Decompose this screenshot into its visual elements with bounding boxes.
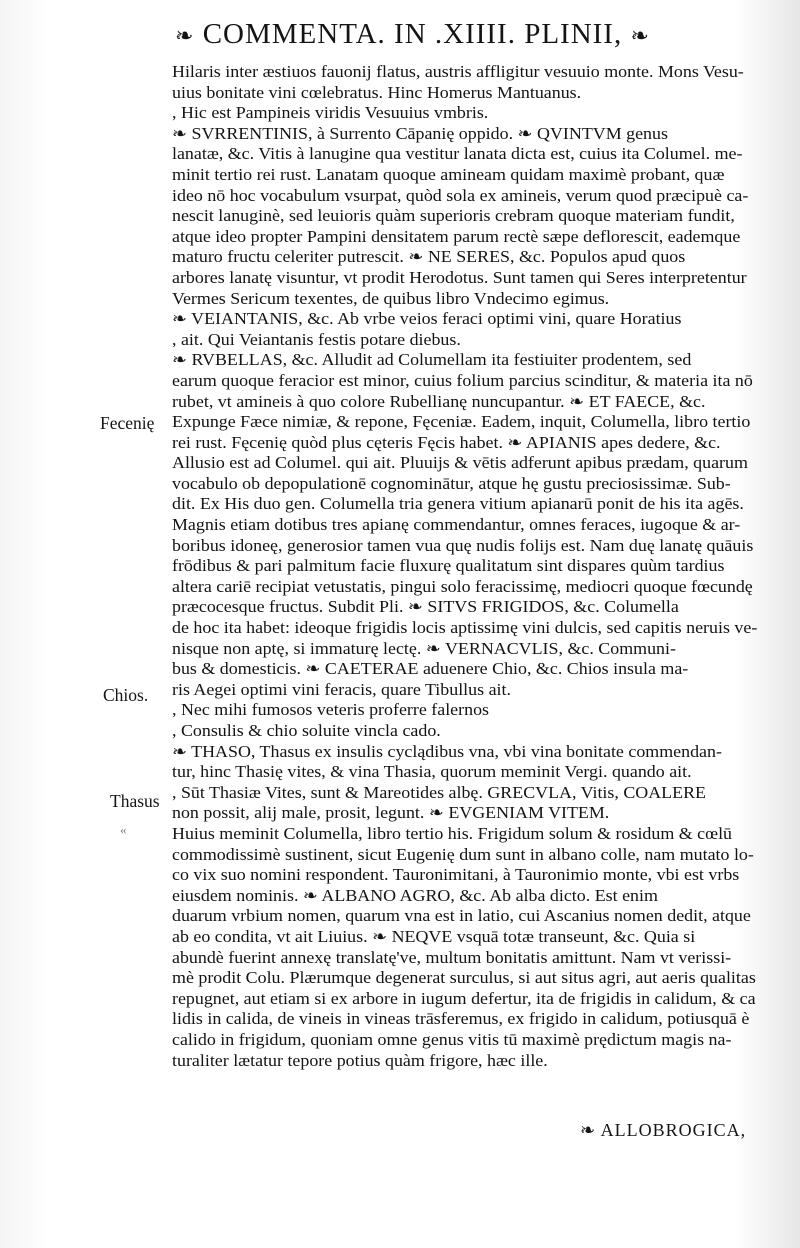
- running-header: [175, 18, 760, 58]
- text-line: , ait. Qui Veiantanis festis potare diebus.: [172, 329, 461, 349]
- text-line: , Hic est Pampineis viridis Vesuuius vmbris.: [172, 103, 489, 123]
- text-line: co vix suo nomini respondent. Tauronimitani, à Tauronimio monte, vbi est vrbs: [172, 865, 740, 885]
- text-line: turaliter lætatur tepore potius quàm frigore, hæc ille.: [172, 1050, 548, 1070]
- text-line: calido in frigidum, quoniam omne genus vitis tū maximè prędictum magis na-: [172, 1029, 732, 1049]
- text-line: ris Aegei optimi vini feracis, quare Tibullus ait.: [172, 679, 511, 699]
- text-line: Expunge Fæce nimiæ, & repone, Fęceniæ. Eadem, inquit, Columella, libro tertio: [172, 412, 751, 432]
- text-line: abundè fuerint annexę translatę've, multum bonitatis amittunt. Nam vt verissi-: [172, 947, 732, 967]
- text-line: non possit, alij male, prosit, legunt. ❧ EVGENIAM VITEM.: [172, 803, 610, 823]
- text-line: dit. Ex His duo gen. Columella tria genera vitium apianarū ponit de his ita agēs.: [172, 494, 744, 514]
- text-line: Allusio est ad Columel. qui ait. Pluuijs & vētis adferunt apibus prædam, quarum: [172, 453, 748, 473]
- catchword: ❧ ALLOBROGICA,: [580, 1120, 747, 1140]
- text-line: commodissimè sustinent, sicut Eugenię dum sunt in albano colle, nam mutato lo-: [172, 844, 754, 864]
- text-line: earum quoque feracior est minor, cuius folium parcius scinditur, & materia ita nō: [172, 370, 753, 390]
- fleuron-right-icon: ❧: [630, 23, 650, 48]
- text-line: arbores lanatę visuntur, vt prodit Herodotus. Sunt tamen qui Seres interpretentur: [172, 267, 747, 287]
- text-line: Magnis etiam dotibus tres apianę commendantur, omnes feraces, iugoque & ar-: [172, 515, 741, 535]
- text-line: tur, hinc Thasię vites, & vina Thasia, quorum meminit Vergi. quando ait.: [172, 762, 692, 782]
- text-line: Vermes Sericum texentes, de quibus libro Vndecimo egimus.: [172, 288, 610, 308]
- text-line: ❧ RVBELLAS, &c. Alludit ad Columellam ita festiuiter prodentem, sed: [172, 350, 692, 370]
- margin-note-thasus: Thasus: [110, 791, 160, 811]
- text-line: duarum vrbium nomen, quarum vna est in latio, cui Ascanius nomen dedit, atque: [172, 906, 751, 926]
- text-line: nescit lanuginè, sed leuioris quàm superioris crebram quoque materiam fundit,: [172, 206, 735, 226]
- text-line: Huius meminit Columella, libro tertio his. Frigidum solum & rosidum & cœlū: [172, 823, 733, 843]
- text-line: maturo fructu celeriter putrescit. ❧ NE SERES, &c. Populos apud quos: [172, 247, 686, 267]
- text-line: lanatæ, &c. Vitis à lanugine qua vestitur lanata dicta est, cuius ita Columel. me-: [172, 144, 743, 164]
- text-line: ❧ VEIANTANIS, &c. Ab vrbe veios feraci optimi vini, quare Horatius: [172, 309, 682, 329]
- body-text: [172, 62, 788, 1071]
- text-line: ab eo condita, vt ait Liuius. ❧ NEQVE vsquā totæ transeunt, &c. Quia si: [172, 926, 696, 946]
- fleuron-left-icon: ❧: [175, 23, 195, 48]
- text-line: bus & domesticis. ❧ CAETERAE aduenere Chio, &c. Chios insula ma-: [172, 659, 689, 679]
- text-line: boribus idoneę, generosior tamen vua quę nudis folijs est. Nam duę lanatę quāuis: [172, 535, 754, 555]
- text-line: ❧ THASO, Thasus ex insulis cyclądibus vna, vbi vina bonitate commendan-: [172, 741, 722, 761]
- text-line: minit tertio rei rust. Lanatam quoque amineam quidam maximè probant, quæ: [172, 164, 725, 184]
- text-line: lidis in calida, de vineis in vineas trāsferemus, ex frigido in calidum, potiusquā è: [172, 1009, 750, 1029]
- text-line: præcocesque fructus. Subdit Pli. ❧ SITVS FRIGIDOS, &c. Columella: [172, 597, 679, 617]
- text-line: nisque non aptę, si immaturę lectę. ❧ VERNACVLIS, &c. Communi-: [172, 638, 676, 658]
- text-line: repugnet, aut etiam si ex arbore in iugum defertur, ita de frigidis in calidum, & ca: [172, 988, 756, 1008]
- text-line: , Consulis & chio soluite vincla cado.: [172, 721, 441, 740]
- text-line: mè prodit Colu. Plærumque degenerat surculus, si aut situs agri, aut aeris qualitas: [172, 968, 756, 988]
- text-line: atque ideo propter Pampini densitatem parum rectè sæpe deflorescit, eademque: [172, 226, 741, 246]
- ink-speck: «: [120, 822, 127, 837]
- text-line: de hoc ita habet: ideoque frigidis locis aptissimę vini dulcis, sed capitis neruis ve-: [172, 618, 758, 638]
- margin-note-fecenie: Fecenię: [100, 413, 155, 433]
- text-line: Hilaris inter æstiuos fauonij flatus, austris affligitur vesuuio monte. Mons Vesu-: [172, 62, 744, 81]
- text-line: uius bonitate vini cœlebratus. Hinc Homerus Mantuanus.: [172, 82, 582, 102]
- text-line: ideo nō hoc vocabulum vsurpat, quòd sola ex amineis, verum quod præcipuè ca-: [172, 185, 749, 205]
- text-line: altera cariē recipiat vetustatis, pingui solo feracissimę, mediocri quoque fœcundę: [172, 576, 753, 596]
- text-line: , Nec mihi fumosos veteris proferre falernos: [172, 700, 490, 720]
- text-line: ❧ SVRRENTINIS, à Surrento Cāpanię oppido. ❧ QVINTVM genus: [172, 123, 668, 143]
- text-line: , Sūt Thasiæ Vites, sunt & Mareotides albę. GRECVLA, Vitis, COALERE: [172, 782, 706, 802]
- text-line: rei rust. Fęcenię quòd plus cęteris Fęcis habet. ❧ APIANIS apes dedere, &c.: [172, 432, 721, 452]
- margin-note-chios: Chios.: [103, 685, 149, 705]
- text-line: vocabulo ob depopulationē cognominātur, atque hę gustu preciosissimæ. Sub-: [172, 473, 731, 493]
- text-line: rubet, vt amineis à quo colore Rubellianę nuncupantur. ❧ ET FAECE, &c.: [172, 391, 706, 411]
- text-line: eiusdem nominis. ❧ ALBANO AGRO, &c. Ab alba dicto. Est enim: [172, 885, 658, 905]
- running-title: COMMENTA. IN .XIIII. PLINII,: [202, 18, 623, 50]
- text-line: frōdibus & pari palmitum facie fluxurę qualitatum sint dispares quùm tardius: [172, 556, 725, 576]
